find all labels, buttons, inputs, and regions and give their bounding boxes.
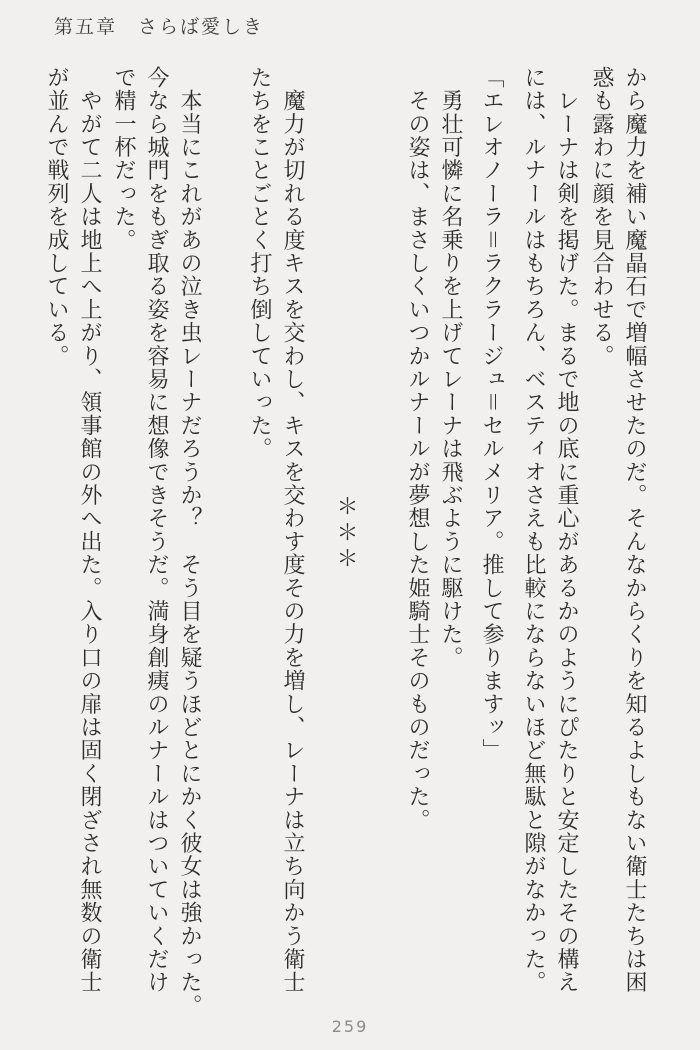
- text-column: から魔力を補い魔晶石で増幅させたのだ。そんなからくりを知るよしもない衛士たちは困: [623, 66, 648, 994]
- text-column: その姿は、まさしくいつかルナールが夢想した姫騎士そのものだった。: [406, 66, 431, 832]
- page-number: 259: [331, 1017, 369, 1036]
- text-column: やがて二人は地上へ上がり、領事館の外へ出た。入り口の扉は固く閉ざされ無数の衛士: [78, 66, 103, 994]
- text-column: 「エレオノーラ＝ラクラージュ＝セルメリア。推して参りますッ」: [480, 66, 505, 763]
- text-column: 魔力が切れる度キスを交わし、キスを交わす度その力を増し、レーナは立ち向かう衛士: [281, 66, 306, 994]
- text-column: が並んで戦列を成している。: [45, 66, 70, 368]
- section-separator: ＊＊＊: [334, 494, 359, 573]
- text-column: には、ルナールはもちろん、ベスティオさえも比較にならないほど無駄と隙がなかった。: [522, 66, 547, 994]
- text-column: 今なら城門をもぎ取る姿を容易に想像できそうだ。満身創痍のルナールはついていくだけ: [145, 66, 170, 994]
- chapter-header: 第五章 さらば愛しき: [54, 17, 265, 38]
- text-column: 惑も露わに顔を見合わせる。: [590, 66, 615, 368]
- text-column: たちをことごとく打ち倒していった。: [248, 66, 273, 461]
- text-column: 本当にこれがあの泣き虫レーナだろうか？ そう目を疑うほどとにかく彼女は強かった。: [178, 66, 203, 1018]
- text-column: 勇壮可憐に名乗りを上げてレーナは飛ぶように駆けた。: [439, 66, 464, 670]
- text-column: レーナは剣を掲げた。まるで地の底に重心があるかのようにぴたりと安定したその構え: [555, 66, 580, 994]
- text-column: で精一杯だった。: [112, 66, 137, 252]
